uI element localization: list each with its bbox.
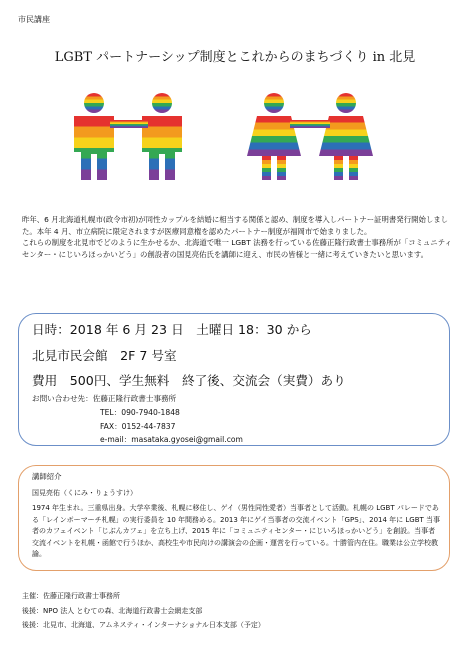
intro-paragraph: これらの制度を北見市でどのように生かせるか、北海道で唯一 LGBT 法務を行っている佐藤正隆行政書士事務所が「コミュニティセンター・にじいろほっかいどう」の創設者の国見亮佑氏を講師に迎え、市民の皆様と一緒に考えていきたいと思います。 <box>22 238 452 259</box>
lecturer-heading: 講師紹介 <box>32 472 62 481</box>
contact-fax: FAX：0152-44-7837 <box>100 421 176 431</box>
woman-figure-icon <box>247 93 301 180</box>
contact-tel[interactable]: TEL：090-7940-1848 <box>100 407 180 417</box>
series-label: 市民講座 <box>18 15 50 24</box>
support-line: 後援：北見市、北海道、アムネスティ・インターナショナル日本支部（予定） <box>22 621 265 630</box>
rainbow-couples-illustration <box>0 92 470 188</box>
intro-text <box>22 214 454 260</box>
lecturer-name: 国見亮佑（くにみ・りょうすけ） <box>32 489 137 497</box>
intro-paragraph: 昨年、6 月北海道札幌市(政令市初)が同性カップルを結婚に相当する関係と認め、制度を導入しパートナー証明書発行開始しました。本年 4 月、市立病院に限定されますが医療同意権を認めたパートナー制度が福岡市で始まりました。 <box>22 215 449 236</box>
event-date: 日時：2018 年 6 月 23 日 土曜日 18：30 から <box>32 322 312 337</box>
footer-credits <box>22 589 265 633</box>
lecturer-bio: 1974 年生まれ。三重県出身。大学卒業後、札幌に移住し、ゲイ（男性同性愛者）当事者として活動。札幌の LGBT パレードである「レインボーマーチ札幌」の実行委員を 10 年間務める。2013 年にゲイ当事者の交流イベント「GPS」、2014 年に LGBT 当事者のカフェイベント「じぶんカフェ」を立ち上げ、2015 年に「コミュニティセンター・にじいろほっかいどう」を創設。当事者交流イベントを札幌・函館で行うほか、高校生や市民向けの講演会の企画・運営を行っている。十勝管内在住。職業は公立学校教諭。 <box>32 504 441 559</box>
event-venue: 北見市民会館 2F 7 号室 <box>32 348 177 363</box>
support-line: 後援：NPO 法人 とむての森、北海道行政書士会網走支部 <box>22 606 203 615</box>
man-figure-icon <box>74 93 114 180</box>
event-fee: 費用 500円、学生無料 終了後、交流会（実費）あり <box>32 373 346 388</box>
organizer: 主催：佐藤正隆行政書士事務所 <box>22 592 120 600</box>
contact-email[interactable]: e-mail：masataka.gyosei@gmail.com <box>100 435 243 445</box>
woman-figure-icon <box>319 93 373 180</box>
contact-heading: お問い合わせ先：佐藤正隆行政書士事務所 <box>32 394 177 403</box>
man-figure-icon <box>142 93 182 180</box>
contact-info <box>32 392 243 447</box>
page-title: LGBT パートナーシップ制度とこれからのまちづくり in 北見 <box>54 50 416 65</box>
